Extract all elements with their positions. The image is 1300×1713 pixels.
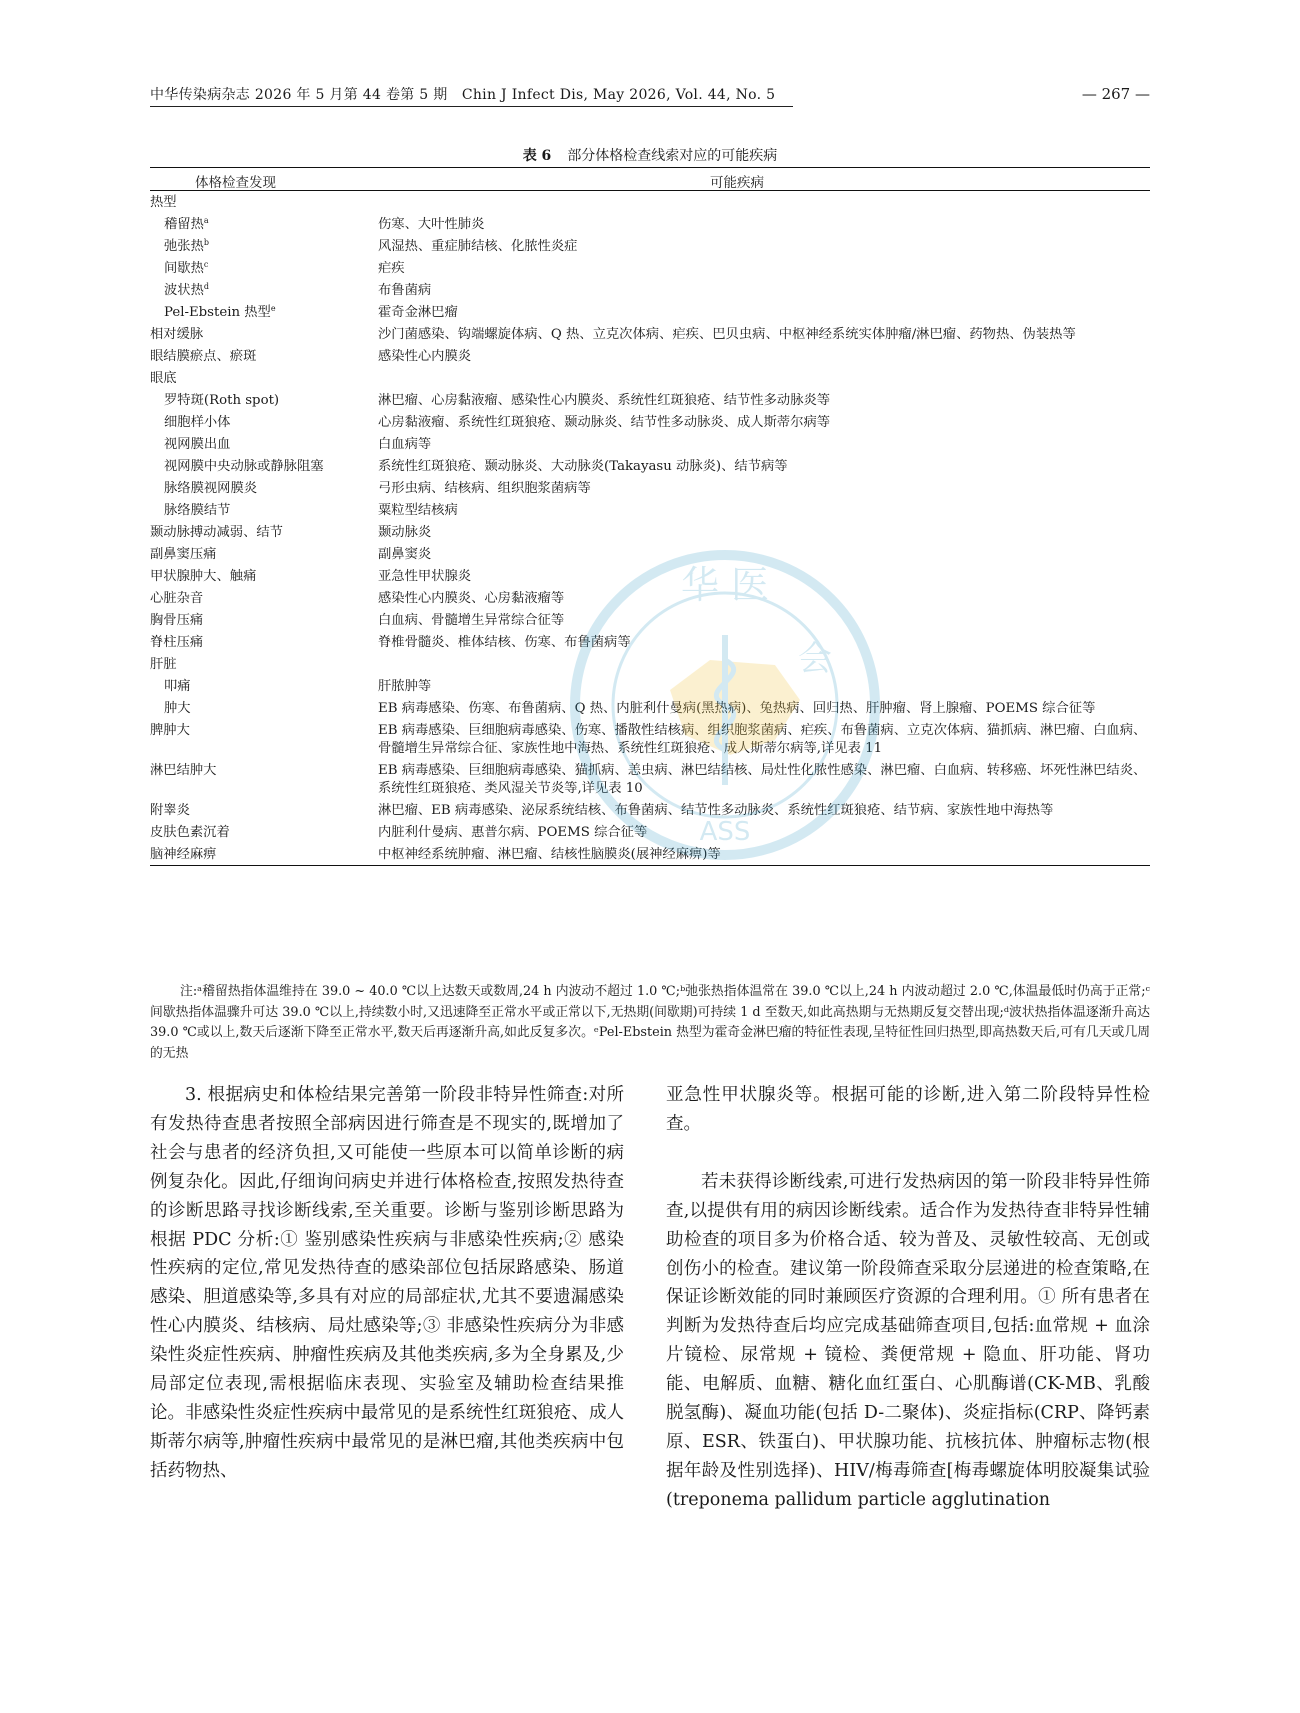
disease-cell: 风湿热、重症肺结核、化脓性炎症 xyxy=(378,239,578,254)
finding-text: 淋巴结肿大 xyxy=(150,763,217,778)
finding-text: 视网膜出血 xyxy=(164,437,231,452)
table-row xyxy=(150,345,1150,367)
finding-text: 副鼻窦压痛 xyxy=(150,547,217,562)
finding-text: 眼结膜瘀点、瘀斑 xyxy=(150,349,257,364)
disease-cell: 心房黏液瘤、系统性红斑狼疮、颞动脉炎、结节性多动脉炎、成人斯蒂尔病等 xyxy=(378,415,831,430)
finding-text: Pel-Ebstein 热型 xyxy=(164,305,271,320)
finding-text: 甲状腺肿大、触痛 xyxy=(150,569,257,584)
finding-cell xyxy=(150,458,378,476)
finding-text: 相对缓脉 xyxy=(150,327,204,342)
finding-text: 罗特斑(Roth spot) xyxy=(164,393,280,408)
footnote-marker: c xyxy=(203,260,209,269)
finding-text: 脾肿大 xyxy=(150,723,190,738)
page-number: — 267 — xyxy=(1081,85,1150,103)
footnote-marker: b xyxy=(203,238,210,247)
finding-cell xyxy=(150,194,378,212)
body-column-left xyxy=(150,1081,624,1486)
body-paragraph-continued: 亚急性甲状腺炎等。根据可能的诊断,进入第二阶段特异性检查。 xyxy=(666,1085,1150,1134)
table-row xyxy=(150,843,1150,865)
finding-text: 肝脏 xyxy=(150,657,177,672)
body-paragraph: 3. 根据病史和体检结果完善第一阶段非特异性筛查:对所有发热待查患者按照全部病因进行筛查是不现实的,既增加了社会与患者的经济负担,又可能使一些原本可以简单诊断的病例复杂化。因此,仔细询问病史并进行体格检查,按照发热待查的诊断思路寻找诊断线索,至关重要。诊断与鉴别诊断思路为根据 PDC 分析:① 鉴别感染性疾病与非感染性疾病;② 感染性疾病的定位,常见发热待查的感染部位包括尿路感染、肠道感染、胆道感染等,多具有对应的局部症状,尤其不要遗漏感染性心内膜炎、结核病、局灶感染等;③ 非感染性疾病分为非感染性炎症性疾病、肿瘤性疾病及其他类疾病,多为全身累及,少局部定位表现,需根据临床表现、实验室及辅助检查结果推论。非感染性炎症性疾病中最常见的是系统性红斑狼疮、成人斯蒂尔病等,肿瘤性疾病中最常见的是淋巴瘤,其他类疾病中包括药物热、 xyxy=(150,1085,624,1481)
finding-cell xyxy=(150,722,378,758)
table-row xyxy=(150,675,1150,697)
finding-text: 脑神经麻痹 xyxy=(150,847,217,862)
finding-cell xyxy=(150,304,378,322)
finding-cell xyxy=(150,436,378,454)
disease-cell: 淋巴瘤、EB 病毒感染、泌尿系统结核、布鲁菌病、结节性多动脉炎、系统性红斑狼疮、结节病、家族性地中海热等 xyxy=(378,803,1054,818)
table-row xyxy=(150,543,1150,565)
journal-citation: 中华传染病杂志 2026 年 5 月第 44 卷第 5 期 Chin J Infect Dis, May 2026, Vol. 44, No. 5 xyxy=(150,87,776,103)
finding-cell xyxy=(150,502,378,520)
finding-text: 叩痛 xyxy=(164,679,191,694)
disease-cell: 白血病、骨髓增生异常综合征等 xyxy=(378,613,565,628)
finding-cell xyxy=(150,238,378,256)
finding-cell xyxy=(150,370,378,388)
finding-cell xyxy=(150,656,378,674)
body-paragraph: 若未获得诊断线索,可进行发热病因的第一阶段非特异性筛查,以提供有用的病因诊断线索。适合作为发热待查非特异性辅助检查的项目多为价格合适、较为普及、灵敏性较高、无创或创伤小的检查。建议第一阶段筛查采取分层递进的检查策略,在保证诊断效能的同时兼顾医疗资源的合理利用。① 所有患者在判断为发热待查后均应完成基础筛查项目,包括:血常规 + 血涂片镜检、尿常规 + 镜检、粪便常规 + 隐血、肝功能、肾功能、电解质、血糖、糖化血红蛋白、心肌酶谱(CK-MB、乳酸脱氢酶)、凝血功能(包括 D-二聚体)、炎症指标(CRP、降钙素原、ESR、铁蛋白)、甲状腺功能、抗核抗体、肿瘤标志物(根据年龄及性别选择)、HIV/梅毒筛查[梅毒螺旋体明胶凝集试验(treponema pallidum particle agglutination xyxy=(666,1171,1150,1510)
disease-cell: EB 病毒感染、巨细胞病毒感染、猫抓病、恙虫病、淋巴结结核、局灶性化脓性感染、淋巴瘤、白血病、转移癌、坏死性淋巴结炎、系统性红斑狼疮、类风湿关节炎等,详见表 10 xyxy=(378,763,1147,796)
disease-cell: 粟粒型结核病 xyxy=(378,503,458,518)
finding-cell xyxy=(150,414,378,432)
disease-cell: 颞动脉炎 xyxy=(378,525,432,540)
disease-cell: 霍奇金淋巴瘤 xyxy=(378,305,458,320)
table-row xyxy=(150,821,1150,843)
table-row xyxy=(150,499,1150,521)
table-title: 部分体格检查线索对应的可能疾病 xyxy=(567,148,778,164)
disease-cell: 沙门菌感染、钩端螺旋体病、Q 热、立克次体病、疟疾、巴贝虫病、中枢神经系统实体肿瘤/淋巴瘤、药物热、伪装热等 xyxy=(378,327,1076,342)
table-caption xyxy=(150,145,1150,165)
table-row xyxy=(150,719,1150,759)
table-row xyxy=(150,521,1150,543)
table-row xyxy=(150,565,1150,587)
disease-cell: 感染性心内膜炎 xyxy=(378,349,472,364)
finding-cell xyxy=(150,546,378,564)
disease-cell: EB 病毒感染、巨细胞病毒感染、伤寒、播散性结核病、组织胞浆菌病、疟疾、布鲁菌病、立克次体病、猫抓病、淋巴瘤、白血病、骨髓增生异常综合征、家族性地中海热、系统性红斑狼疮、成人斯蒂尔病等,详见表 11 xyxy=(378,723,1147,756)
finding-cell xyxy=(150,846,378,864)
footnote-marker: d xyxy=(203,282,210,291)
table-row xyxy=(150,389,1150,411)
finding-text: 脉络膜结节 xyxy=(164,503,231,518)
disease-cell: 疟疾 xyxy=(378,261,405,276)
disease-cell: 中枢神经系统肿瘤、淋巴瘤、结核性脑膜炎(展神经麻痹)等 xyxy=(378,847,721,862)
footnote-marker: e xyxy=(270,304,276,313)
table-row xyxy=(150,609,1150,631)
table-row xyxy=(150,631,1150,653)
table-row xyxy=(150,433,1150,455)
finding-text: 间歇热 xyxy=(164,261,204,276)
table-header-row xyxy=(150,167,1150,191)
finding-text: 波状热 xyxy=(164,283,204,298)
finding-cell xyxy=(150,590,378,608)
finding-text: 视网膜中央动脉或静脉阻塞 xyxy=(164,459,324,474)
disease-cell: 亚急性甲状腺炎 xyxy=(378,569,472,584)
finding-text: 肿大 xyxy=(164,701,191,716)
disease-cell xyxy=(378,656,1150,674)
disease-cell: 内脏利什曼病、惠普尔病、POEMS 综合征等 xyxy=(378,825,648,840)
watermark-letters: ASS xyxy=(699,817,751,847)
finding-cell xyxy=(150,282,378,300)
table-body xyxy=(150,191,1150,866)
finding-cell xyxy=(150,524,378,542)
finding-cell xyxy=(150,326,378,344)
disease-cell: EB 病毒感染、伤寒、布鲁菌病、Q 热、内脏利什曼病(黑热病)、兔热病、回归热、肝肿瘤、肾上腺瘤、POEMS 综合征等 xyxy=(378,701,1096,716)
body-column-right xyxy=(666,1081,1150,1515)
table-label: 表 6 xyxy=(522,148,552,164)
disease-cell: 淋巴瘤、心房黏液瘤、感染性心内膜炎、系统性红斑狼疮、结节性多动脉炎等 xyxy=(378,393,831,408)
finding-cell xyxy=(150,762,378,798)
table-row xyxy=(150,367,1150,389)
finding-text: 细胞样小体 xyxy=(164,415,231,430)
finding-cell xyxy=(150,392,378,410)
table-row xyxy=(150,477,1150,499)
finding-cell xyxy=(150,634,378,652)
table-row xyxy=(150,799,1150,821)
watermark-top-text: 华 医 xyxy=(680,563,770,607)
table-footnote: 注:ᵃ稽留热指体温维持在 39.0 ~ 40.0 ℃以上达数天或数周,24 h 内波动不超过 1.0 ℃;ᵇ弛张热指体温常在 39.0 ℃以上,24 h 内波动超过 2.0 ℃,体温最低时仍高于正常;ᶜ间歇热指体温骤升可达 39.0 ℃以上,持续数小时,又迅速降至正常水平或正常以下,无热期(间歇期)可持续 1 d 至数天,如此高热期与无热期反复交替出现;ᵈ波状热指体温逐渐升高达 39.0 ℃或以上,数天后逐渐下降至正常水平,数天后再逐渐升高,如此反复多次。ᵉPel-Ebstein 热型为霍奇金淋巴瘤的特征性表现,呈特征性回归热型,即高热数天后,可有几天或几周的无热 xyxy=(150,984,1150,1061)
table-row xyxy=(150,279,1150,301)
finding-cell xyxy=(150,612,378,630)
disease-cell: 肝脓肿等 xyxy=(378,679,432,694)
finding-cell xyxy=(150,348,378,366)
table-row xyxy=(150,455,1150,477)
finding-cell xyxy=(150,802,378,820)
disease-cell: 感染性心内膜炎、心房黏液瘤等 xyxy=(378,591,565,606)
running-header xyxy=(150,84,1150,108)
table-row xyxy=(150,653,1150,675)
disease-cell: 布鲁菌病 xyxy=(378,283,432,298)
finding-text: 胸骨压痛 xyxy=(150,613,204,628)
table-row xyxy=(150,301,1150,323)
finding-text: 弛张热 xyxy=(164,239,204,254)
finding-text: 心脏杂音 xyxy=(150,591,204,606)
table-row xyxy=(150,697,1150,719)
finding-cell xyxy=(150,700,378,718)
disease-cell: 脊椎骨髓炎、椎体结核、伤寒、布鲁菌病等 xyxy=(378,635,631,650)
header-rule xyxy=(150,106,793,107)
finding-text: 附睾炎 xyxy=(150,803,190,818)
table-row xyxy=(150,587,1150,609)
finding-text: 脊柱压痛 xyxy=(150,635,204,650)
table-row xyxy=(150,759,1150,799)
footnote-marker: a xyxy=(203,216,209,225)
table-row xyxy=(150,411,1150,433)
table-row xyxy=(150,235,1150,257)
disease-cell: 白血病等 xyxy=(378,437,432,452)
finding-text: 颞动脉搏动减弱、结节 xyxy=(150,525,283,540)
disease-cell: 系统性红斑狼疮、颞动脉炎、大动脉炎(Takayasu 动脉炎)、结节病等 xyxy=(378,459,788,474)
finding-text: 热型 xyxy=(150,195,177,210)
finding-cell xyxy=(150,480,378,498)
col-header-finding: 体格检查发现 xyxy=(195,175,276,191)
col-header-disease: 可能疾病 xyxy=(710,175,764,191)
table-row xyxy=(150,257,1150,279)
finding-cell xyxy=(150,678,378,696)
disease-cell xyxy=(378,370,1150,388)
finding-text: 脉络膜视网膜炎 xyxy=(164,481,258,496)
disease-cell: 弓形虫病、结核病、组织胞浆菌病等 xyxy=(378,481,591,496)
table-row xyxy=(150,191,1150,213)
watermark-side-text: 会 xyxy=(798,639,832,679)
finding-text: 皮肤色素沉着 xyxy=(150,825,230,840)
finding-cell xyxy=(150,824,378,842)
disease-cell: 副鼻窦炎 xyxy=(378,547,432,562)
finding-text: 眼底 xyxy=(150,371,177,386)
table-row xyxy=(150,323,1150,345)
finding-cell xyxy=(150,216,378,234)
finding-cell xyxy=(150,260,378,278)
disease-cell: 伤寒、大叶性肺炎 xyxy=(378,217,485,232)
table-row xyxy=(150,213,1150,235)
findings-table xyxy=(150,167,1150,866)
disease-cell xyxy=(378,194,1150,212)
finding-cell xyxy=(150,568,378,586)
finding-text: 稽留热 xyxy=(164,217,204,232)
